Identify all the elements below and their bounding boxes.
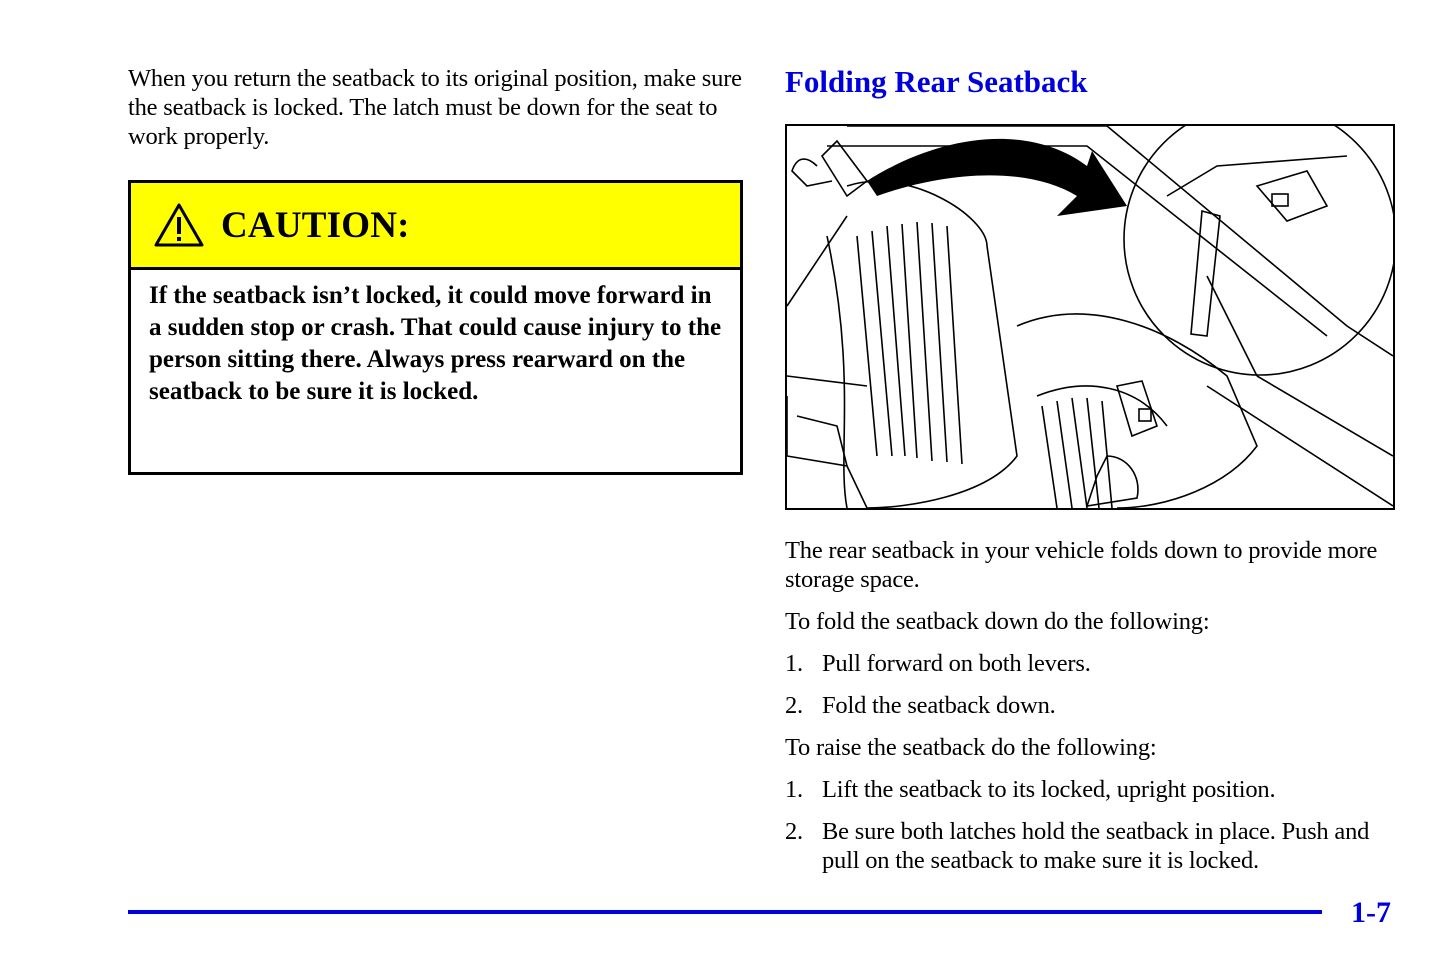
step-number: 1. [785, 776, 803, 803]
step-text: Fold the seatback down. [822, 692, 1056, 719]
fold-step [785, 649, 1395, 678]
caution-text: If the seatback isn’t locked, it could move forward in a sudden stop or crash. That could cause injury to the person sitting there. Always press rearward on the seatback to be sure it is locked. [149, 282, 722, 405]
footer-rule [128, 910, 1322, 914]
page-number: 1-7 [1351, 896, 1391, 929]
raise-intro: To raise the seatback do the following: [785, 734, 1157, 761]
caution-header [131, 183, 740, 270]
fold-step [785, 691, 1395, 720]
storage-paragraph: The rear seatback in your vehicle folds down to provide more storage space. [785, 537, 1378, 593]
step-number: 2. [785, 692, 803, 719]
fold-intro: To fold the seatback down do the following: [785, 608, 1210, 635]
caution-box [128, 180, 743, 475]
caution-title: CAUTION: [221, 204, 410, 246]
step-text: Lift the seatback to its locked, upright position. [822, 776, 1276, 803]
seatback-illustration [785, 124, 1395, 510]
raise-step [785, 775, 1395, 804]
step-number: 2. [785, 818, 803, 845]
step-text: Be sure both latches hold the seatback in place. Push and pull on the seatback to make sure it is locked. [822, 818, 1370, 874]
intro-paragraph: When you return the seatback to its original position, make sure the seatback is locked. The latch must be down for the seat to work properly. [128, 65, 742, 150]
instructions [785, 536, 1395, 888]
section-heading: Folding Rear Seatback [785, 64, 1088, 99]
step-text: Pull forward on both levers. [822, 650, 1091, 677]
left-column [128, 62, 743, 151]
raise-step [785, 817, 1395, 875]
rear-seat-latch-drawing [787, 126, 1393, 508]
warning-triangle-icon [153, 202, 205, 248]
step-number: 1. [785, 650, 803, 677]
